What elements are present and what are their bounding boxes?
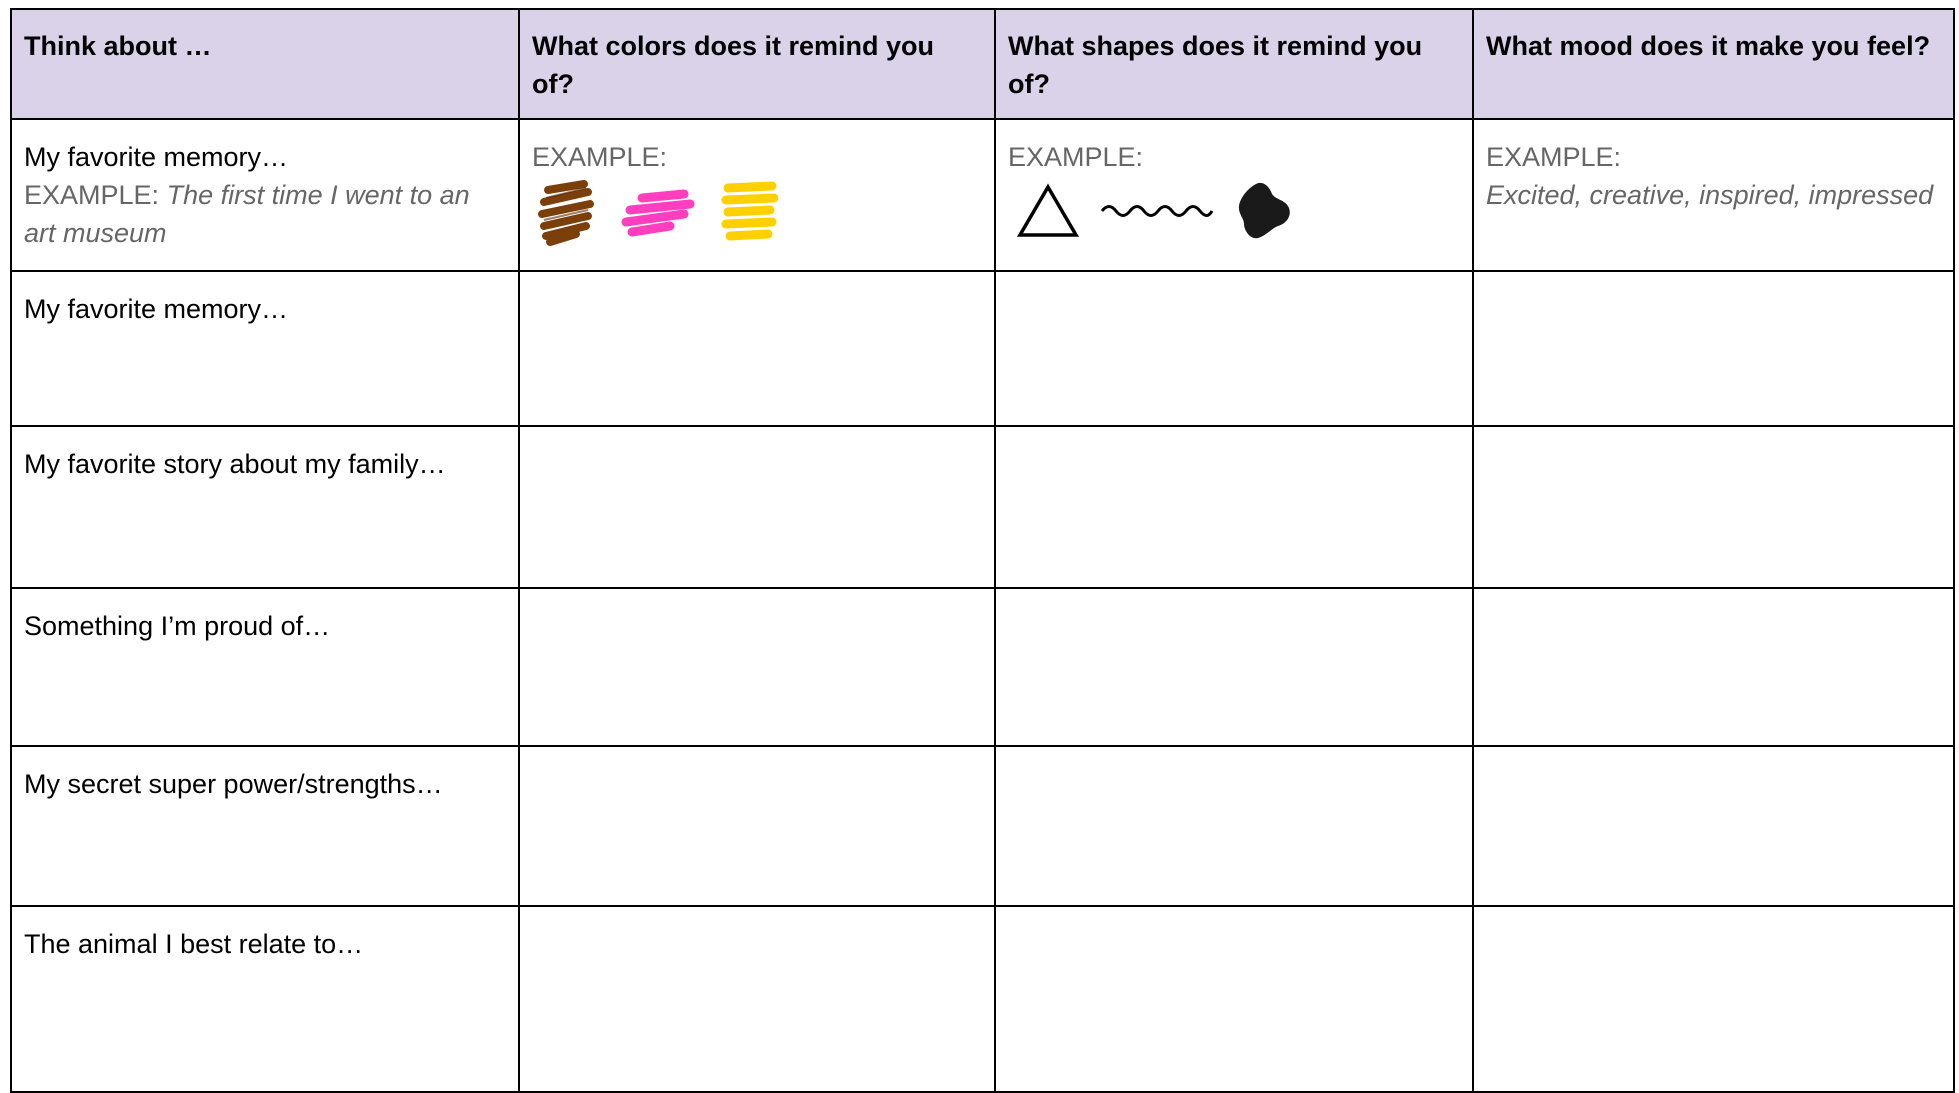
wavy-line-icon [1098,196,1216,226]
prompt-row [11,426,1954,588]
header-think-about: Think about … [11,9,519,119]
example-mood-cell [1473,119,1954,271]
example-colors-cell [519,119,995,271]
example-shapes-cell [995,119,1473,271]
colors-answer-cell[interactable] [519,426,995,588]
prompt-cell: The animal I best relate to… [11,906,519,1092]
colors-answer-cell[interactable] [519,271,995,426]
colors-answer-cell[interactable] [519,588,995,746]
triangle-icon [1016,181,1080,241]
example-prompt-example [24,176,506,252]
yellow-swatch-icon [718,178,782,248]
blob-icon [1234,180,1294,242]
prompt-row [11,906,1954,1092]
mood-answer-cell[interactable] [1473,588,1954,746]
example-row [11,119,1954,271]
shapes-answer-cell[interactable] [995,426,1473,588]
example-text: The first time I went to an art museum [24,180,470,248]
colors-answer-cell[interactable] [519,906,995,1092]
header-row [11,9,1954,119]
example-label: EXAMPLE: [24,180,160,210]
prompt-row [11,746,1954,906]
header-mood: What mood does it make you feel? [1473,9,1954,119]
reflection-worksheet-table [10,8,1955,1093]
prompt-cell: My favorite story about my family… [11,426,519,588]
shape-icons [1016,180,1460,242]
mood-answer-cell[interactable] [1473,271,1954,426]
shapes-answer-cell[interactable] [995,271,1473,426]
mood-example-label: EXAMPLE: [1486,142,1622,172]
shapes-answer-cell[interactable] [995,746,1473,906]
brown-swatch-icon [536,178,598,248]
header-colors: What colors does it remind you of? [519,9,995,119]
mood-answer-cell[interactable] [1473,426,1954,588]
mood-answer-cell[interactable] [1473,746,1954,906]
prompt-cell: My secret super power/strengths… [11,746,519,906]
pink-swatch-icon [620,188,696,238]
prompt-row [11,588,1954,746]
prompt-cell: Something I’m proud of… [11,588,519,746]
shapes-answer-cell[interactable] [995,588,1473,746]
header-shapes: What shapes does it remind you of? [995,9,1473,119]
mood-example-text: Excited, creative, inspired, impressed [1486,180,1934,210]
colors-answer-cell[interactable] [519,746,995,906]
mood-answer-cell[interactable] [1473,906,1954,1092]
example-prompt-text: My favorite memory… [24,142,289,172]
shapes-answer-cell[interactable] [995,906,1473,1092]
prompt-cell: My favorite memory… [11,271,519,426]
example-prompt-cell [11,119,519,271]
color-swatches [536,178,982,248]
prompt-row [11,271,1954,426]
colors-example-label: EXAMPLE: [532,142,668,172]
shapes-example-label: EXAMPLE: [1008,142,1144,172]
